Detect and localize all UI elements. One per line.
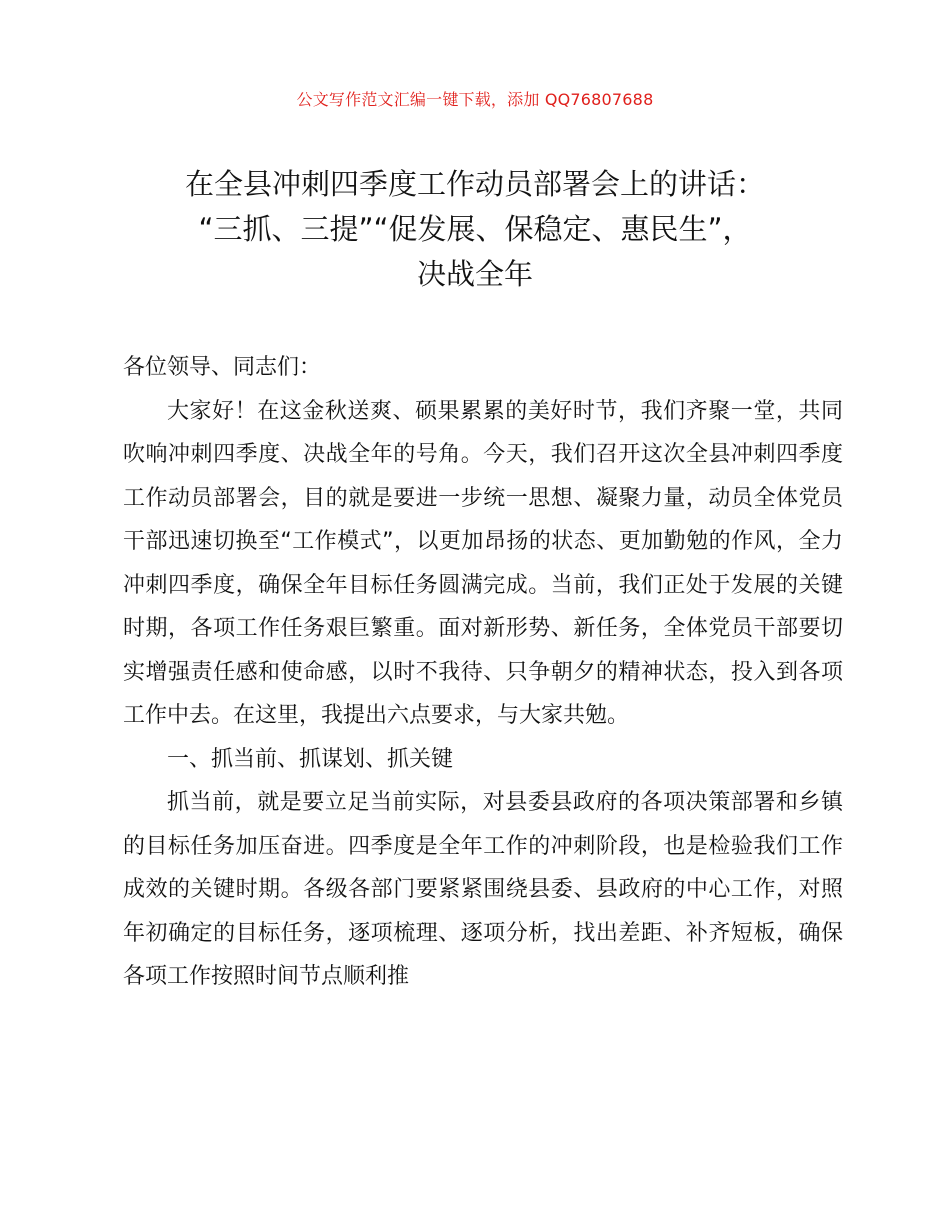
- section-heading-1: 一、抓当前、抓谋划、抓关键: [167, 746, 454, 772]
- section-1-paragraph: 抓当前，就是要立足当前实际，对县委县政府的各项决策部署和乡镇的目标任务加压奋进。四季度是全年工作的冲刺阶段，也是检验我们工作成效的关键时期。各级各部门要紧紧围绕县委、县政府的中心工作，对照年初确定的目标任务，逐项梳理、逐项分析，找出差距、补齐短板，确保各项工作按照时间节点顺利推: [123, 790, 843, 989]
- intro-paragraph: 大家好！在这金秋送爽、硕果累累的美好时节，我们齐聚一堂，共同吹响冲刺四季度、决战全年的号角。今天，我们召开这次全县冲刺四季度工作动员部署会，目的就是要进一步统一思想、凝聚力量，动员全体党员干部迅速切换至“工作模式”，以更加昂扬的状态、更加勤勉的作风，全力冲刺四季度，确保全年目标任务圆满完成。当前，我们正处于发展的关键时期，各项工作任务艰巨繁重。面对新形势、新任务，全体党员干部要切实增强责任感和使命感，以时不我待、只争朝夕的精神状态，投入到各项工作中去。在这里，我提出六点要求，与大家共勉。: [123, 398, 843, 728]
- salutation: 各位领导、同志们：: [123, 355, 322, 380]
- document-title: [95, 162, 855, 297]
- title-line-1: 在全县冲刺四季度工作动员部署会上的讲话：: [184, 167, 765, 201]
- document-body: [123, 346, 843, 999]
- title-line-2: “三抓、三提”“促发展、保稳定、惠民生”，: [198, 212, 752, 246]
- download-banner: 公文写作范文汇编一键下载，添加 QQ76807688: [296, 90, 654, 109]
- title-line-3: 决战全年: [416, 257, 533, 291]
